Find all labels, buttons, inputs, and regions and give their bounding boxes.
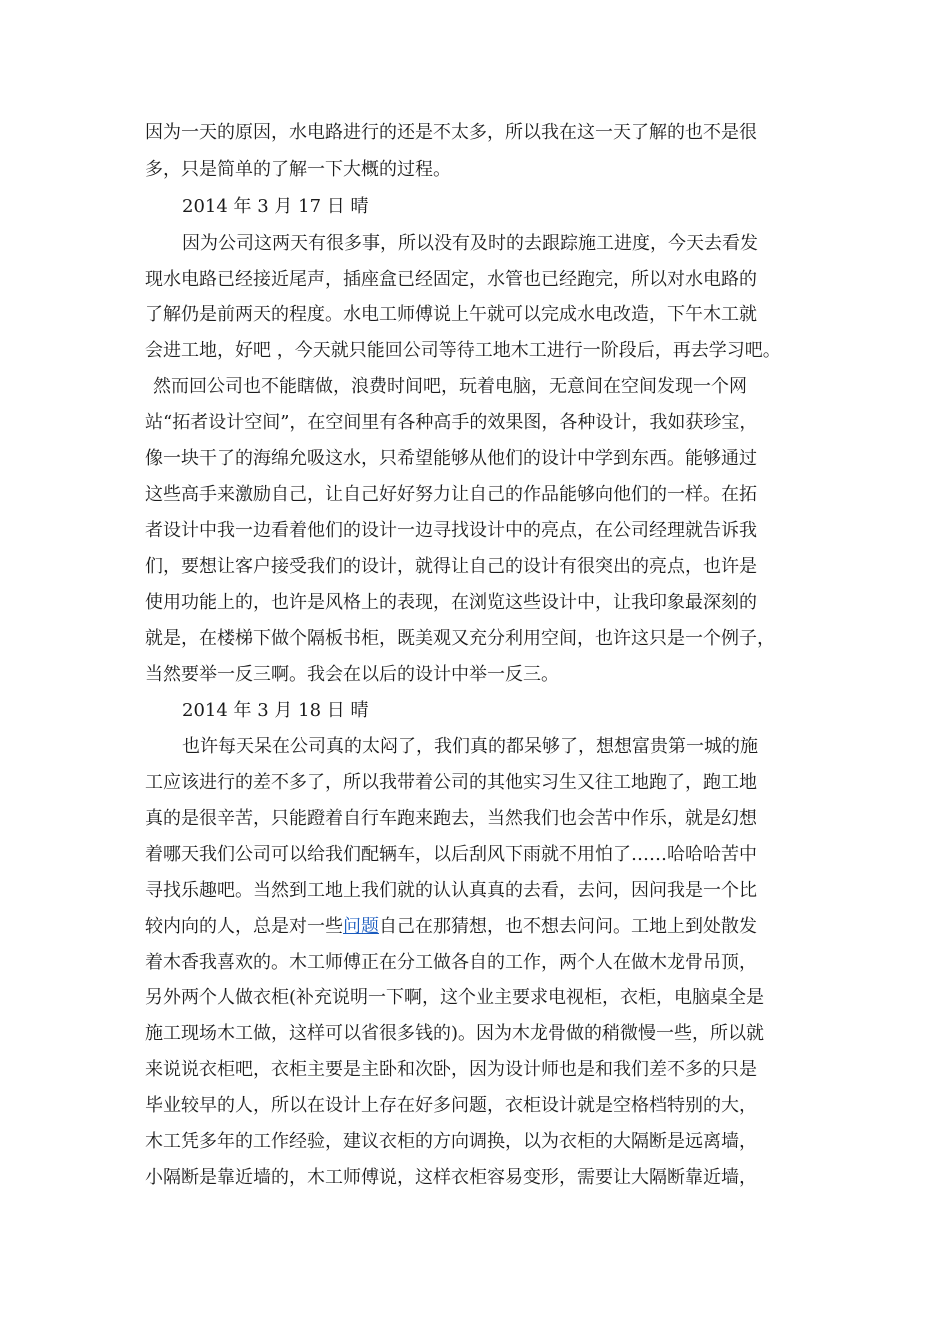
text-line: 现水电路已经接近尾声，插座盒已经固定，水管也已经跑完，所以对水电路的 (145, 269, 757, 290)
text-line: 者设计中我一边看着他们的设计一边寻找设计中的亮点，在公司经理就告诉我 (145, 520, 757, 541)
text-line: 施工现场木工做，这样可以省很多钱的)。因为木龙骨做的稍微慢一些，所以就 (145, 1023, 765, 1044)
text-line: 另外两个人做衣柜(补充说明一下啊，这个业主要求电视柜，衣柜，电脑桌全是 (145, 987, 765, 1008)
text-line: 也许每天呆在公司真的太闷了，我们真的都呆够了，想想富贵第一城的施 (182, 736, 758, 757)
text-line: 就是，在楼梯下做个隔板书柜，既美观又充分利用空间，也许这只是一个例子， (145, 628, 775, 649)
text-line (145, 909, 805, 945)
text-line: 站“拓者设计空间”，在空间里有各种高手的效果图，各种设计，我如获珍宝， (145, 412, 758, 433)
text-line: 来说说衣柜吧，衣柜主要是主卧和次卧，因为设计师也是和我们差不多的只是 (145, 1059, 757, 1080)
text-line: 这些高手来激励自己，让自己好好努力让自己的作品能够向他们的一样。在拓 (145, 484, 757, 505)
text-line: 多，只是简单的了解一下大概的过程。 (145, 159, 451, 180)
text-line: 会进工地，好吧 ，今天就只能回公司等待工地木工进行一阶段后，再去学习吧。 (145, 340, 781, 361)
text-line: 然而回公司也不能瞎做，浪费时间吧，玩着电脑，无意间在空间发现一个网 (153, 376, 747, 397)
text-line: 着哪天我们公司可以给我们配辆车，以后刮风下雨就不用怕了……哈哈哈苦中 (145, 844, 757, 865)
text-line: 木工凭多年的工作经验，建议衣柜的方向调换，以为衣柜的大隔断是远离墙， (145, 1131, 757, 1152)
text-segment: 较内向的人，总是对一些 (145, 916, 343, 937)
text-line: 因为公司这两天有很多事，所以没有及时的去跟踪施工进度，今天去看发 (182, 233, 758, 254)
date-heading: 2014 年 3 月 17 日 晴 (182, 196, 369, 217)
date-heading: 2014 年 3 月 18 日 晴 (182, 700, 369, 721)
wenti-link[interactable]: 问题 (343, 916, 379, 937)
text-line: 们，要想让客户接受我们的设计，就得让自己的设计有很突出的亮点，也许是 (145, 556, 757, 577)
text-line: 像一块干了的海绵允吸这水，只希望能够从他们的设计中学到东西。能够通过 (145, 448, 757, 469)
text-segment: 自己在那猜想，也不想去问问。工地上到处散发 (379, 916, 757, 937)
text-line: 寻找乐趣吧。当然到工地上我们就的认认真真的去看，去问，因问我是一个比 (145, 880, 757, 901)
text-line: 当然要举一反三啊。我会在以后的设计中举一反三。 (145, 664, 559, 685)
text-line: 真的是很辛苦，只能蹬着自行车跑来跑去，当然我们也会苦中作乐，就是幻想 (145, 808, 757, 829)
text-line: 工应该进行的差不多了，所以我带着公司的其他实习生又往工地跑了，跑工地 (145, 772, 757, 793)
text-line: 着木香我喜欢的。木工师傅正在分工做各自的工作，两个人在做木龙骨吊顶， (145, 952, 757, 973)
text-line: 了解仍是前两天的程度。水电工师傅说上午就可以完成水电改造，下午木工就 (145, 304, 757, 325)
text-line: 使用功能上的，也许是风格上的表现，在浏览这些设计中，让我印象最深刻的 (145, 592, 757, 613)
text-line: 毕业较早的人，所以在设计上存在好多问题，衣柜设计就是空格档特别的大， (145, 1095, 757, 1116)
text-line: 小隔断是靠近墙的，木工师傅说，这样衣柜容易变形，需要让大隔断靠近墙， (145, 1167, 757, 1188)
text-line: 因为一天的原因，水电路进行的还是不太多，所以我在这一天了解的也不是很 (145, 122, 757, 143)
